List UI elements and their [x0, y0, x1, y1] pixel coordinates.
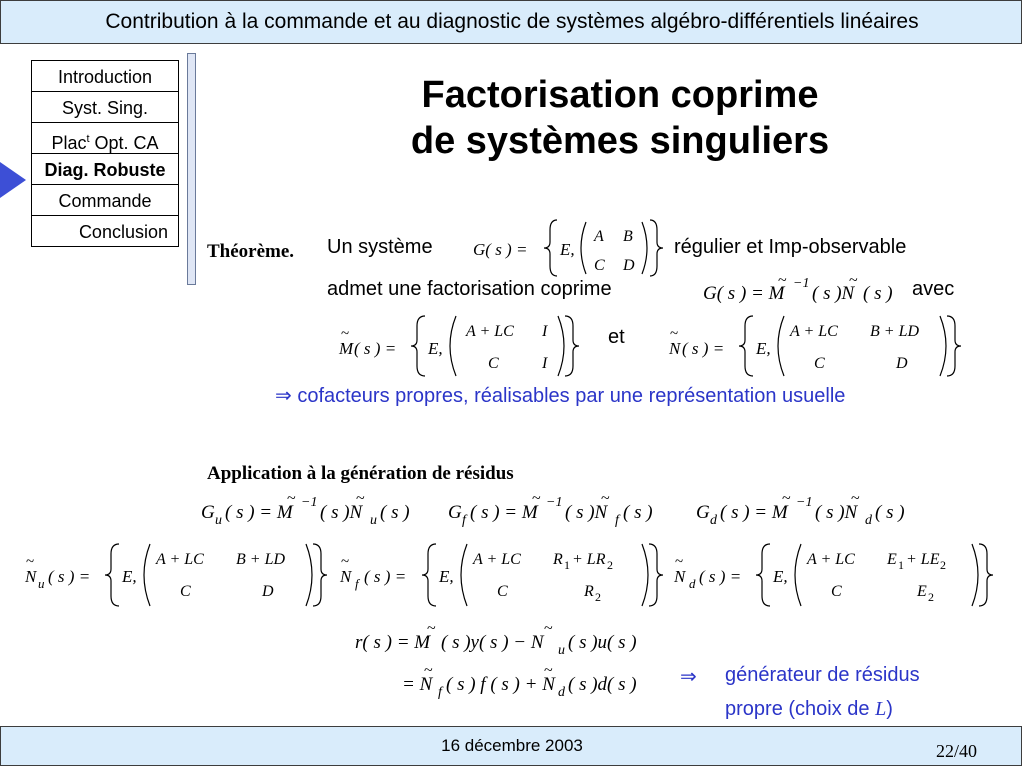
- text-un-systeme: Un système: [327, 236, 433, 258]
- svg-text:C: C: [814, 355, 825, 372]
- text-regulier: régulier et Imp-observable: [674, 236, 907, 258]
- svg-text:G: G: [201, 502, 215, 523]
- svg-text:( s ) f ( s ) + N: ( s ) f ( s ) + N: [446, 674, 555, 695]
- svg-text:( s ) =: ( s ) =: [364, 567, 407, 586]
- svg-text:~: ~: [356, 490, 365, 507]
- page-number: 22/40: [935, 741, 977, 761]
- svg-text:d: d: [558, 685, 565, 700]
- svg-text:f: f: [438, 685, 442, 700]
- svg-text:B + LD: B + LD: [870, 323, 920, 340]
- svg-text:−1: −1: [546, 495, 563, 510]
- svg-text:1: 1: [898, 558, 904, 572]
- text-propre-L: L: [875, 698, 887, 720]
- svg-text:A + LC: A + LC: [473, 551, 521, 568]
- svg-text:d: d: [710, 513, 717, 528]
- svg-text:+ LE: + LE: [906, 551, 940, 568]
- svg-text:G: G: [696, 502, 710, 523]
- svg-text:( s )N: ( s )N: [320, 502, 363, 523]
- theorem-label: Théorème.: [207, 241, 295, 262]
- svg-text:R: R: [584, 583, 594, 600]
- svg-text:N: N: [340, 567, 352, 586]
- svg-text:−1: −1: [793, 276, 810, 291]
- text-cofacteurs: ⇒ cofacteurs propres, réalisables par une représentation usuelle: [275, 385, 846, 407]
- svg-text:A + LC: A + LC: [807, 551, 855, 568]
- svg-text:( s ): ( s ): [623, 502, 653, 523]
- svg-text:G( s ) = M: G( s ) = M: [703, 283, 785, 304]
- svg-text:A: A: [594, 228, 604, 245]
- svg-text:2: 2: [607, 558, 613, 572]
- svg-text:~: ~: [670, 326, 679, 342]
- svg-text:C: C: [594, 257, 605, 274]
- svg-text:2: 2: [940, 558, 946, 572]
- svg-text:E,: E,: [428, 339, 443, 358]
- slide-title-line-2: de systèmes singuliers: [410, 120, 830, 162]
- svg-text:G( s ) =: G( s ) =: [473, 240, 528, 259]
- svg-text:B + LD: B + LD: [236, 551, 286, 568]
- text-et: et: [608, 326, 625, 348]
- svg-text:D: D: [262, 583, 274, 600]
- svg-text:( s ): ( s ): [863, 283, 893, 304]
- svg-text:B: B: [623, 228, 633, 245]
- svg-text:I: I: [542, 323, 548, 340]
- svg-text:~: ~: [601, 490, 610, 507]
- svg-text:~: ~: [544, 620, 553, 637]
- svg-text:2: 2: [595, 590, 601, 604]
- equation-Nd: [673, 544, 993, 606]
- svg-text:d: d: [865, 513, 872, 528]
- svg-text:−1: −1: [796, 495, 813, 510]
- text-admet: admet une factorisation coprime: [327, 278, 612, 300]
- svg-text:~: ~: [782, 490, 791, 507]
- equation-G-coprime: [700, 268, 905, 308]
- svg-text:A + LC: A + LC: [466, 323, 514, 340]
- svg-text:( s ): ( s ): [380, 502, 410, 523]
- header-bar: [0, 0, 1022, 44]
- svg-text:= N: = N: [402, 674, 433, 695]
- nav-label-plac: Plac: [51, 133, 87, 153]
- svg-text:f: f: [462, 513, 466, 528]
- svg-text:~: ~: [532, 490, 541, 507]
- svg-text:( s )N: ( s )N: [565, 502, 608, 523]
- equation-Gf: [448, 490, 653, 528]
- application-heading: Application à la génération de résidus: [207, 463, 514, 484]
- svg-text:R: R: [553, 551, 563, 568]
- svg-text:C: C: [497, 583, 508, 600]
- svg-text:f: f: [355, 576, 359, 591]
- nav-item-diag-robuste[interactable]: Diag. Robuste: [31, 153, 179, 185]
- nav-item-commande[interactable]: Commande: [31, 184, 179, 216]
- svg-text:( s ) = M: ( s ) = M: [720, 502, 788, 523]
- svg-text:~: ~: [544, 662, 553, 679]
- footer-bar: [0, 726, 1022, 766]
- svg-text:~: ~: [675, 554, 684, 570]
- nav-item-syst-sing[interactable]: Syst. Sing.: [31, 91, 179, 123]
- svg-text:C: C: [488, 355, 499, 372]
- svg-text:( s ): ( s ): [875, 502, 905, 523]
- svg-text:I: I: [542, 355, 548, 372]
- svg-text:( s ) =: ( s ) =: [48, 567, 91, 586]
- footer-date: 16 décembre 2003: [441, 736, 583, 755]
- svg-text:~: ~: [26, 554, 35, 570]
- section-nav: [31, 61, 179, 247]
- nav-item-conclusion[interactable]: Conclusion: [31, 215, 179, 247]
- svg-text:E,: E,: [122, 567, 137, 586]
- svg-text:~: ~: [849, 272, 858, 289]
- svg-text:A + LC: A + LC: [156, 551, 204, 568]
- equation-G-def: [470, 214, 670, 282]
- svg-text:~: ~: [778, 272, 787, 289]
- svg-text:~: ~: [427, 620, 436, 637]
- svg-text:u: u: [215, 513, 222, 528]
- svg-text:u: u: [558, 643, 565, 658]
- svg-text:A + LC: A + LC: [790, 323, 838, 340]
- equation-residual: [352, 620, 672, 702]
- svg-text:E,: E,: [560, 240, 575, 259]
- svg-text:N: N: [25, 567, 37, 586]
- svg-text:( s )N: ( s )N: [812, 283, 855, 304]
- svg-text:( s ) =: ( s ) =: [682, 339, 725, 358]
- svg-text:~: ~: [424, 662, 433, 679]
- svg-text:C: C: [831, 583, 842, 600]
- text-generateur: générateur de résidus: [725, 664, 920, 686]
- svg-text:u: u: [38, 576, 45, 591]
- svg-text:~: ~: [851, 490, 860, 507]
- slide-title: [330, 72, 910, 164]
- svg-text:~: ~: [287, 490, 296, 507]
- equation-M-tilde: [336, 308, 586, 384]
- nav-scrollbar: [187, 53, 196, 285]
- svg-text:N: N: [674, 567, 686, 586]
- implies-arrow: ⇒: [680, 666, 697, 688]
- equation-residual-line-2: [402, 662, 637, 700]
- svg-text:~: ~: [341, 554, 350, 570]
- svg-text:u: u: [370, 513, 377, 528]
- svg-text:N: N: [669, 339, 681, 358]
- svg-text:( s ) = M: ( s ) = M: [225, 502, 293, 523]
- svg-text:d: d: [689, 576, 696, 591]
- svg-text:~: ~: [341, 326, 350, 342]
- equation-transfer-functions: [196, 488, 936, 532]
- svg-text:2: 2: [928, 590, 934, 604]
- text-propre-pre: propre (choix de: [725, 698, 876, 720]
- svg-text:D: D: [623, 257, 635, 274]
- svg-text:+ LR: + LR: [572, 551, 606, 568]
- svg-text:( s )y( s ) − N: ( s )y( s ) − N: [441, 632, 544, 653]
- svg-text:M: M: [339, 339, 354, 358]
- presentation-title: Contribution à la commande et au diagnostic de systèmes algébro-différentiels linéaires: [105, 10, 919, 33]
- svg-text:E,: E,: [756, 339, 771, 358]
- equation-Gu: [201, 490, 410, 528]
- svg-text:( s ) =: ( s ) =: [354, 339, 397, 358]
- current-section-arrow-icon: [0, 162, 26, 198]
- svg-text:−1: −1: [301, 495, 318, 510]
- svg-text:( s ) = M: ( s ) = M: [470, 502, 538, 523]
- svg-text:G: G: [448, 502, 462, 523]
- svg-text:r( s ) = M: r( s ) = M: [355, 632, 431, 653]
- text-propre-post: ): [886, 698, 893, 720]
- svg-text:E,: E,: [439, 567, 454, 586]
- svg-text:E: E: [887, 551, 897, 568]
- nav-label-opt-ca: Opt. CA: [89, 133, 159, 153]
- svg-text:( s ) =: ( s ) =: [699, 567, 742, 586]
- svg-text:C: C: [180, 583, 191, 600]
- svg-text:1: 1: [564, 558, 570, 572]
- equation-Nf: [339, 544, 663, 606]
- equation-N-factors: [22, 536, 1012, 614]
- equation-Gd: [696, 490, 905, 528]
- nav-item-plac-opt-ca[interactable]: [31, 122, 179, 154]
- svg-text:f: f: [615, 513, 619, 528]
- svg-text:E,: E,: [773, 567, 788, 586]
- equation-residual-line-1: [355, 620, 637, 658]
- nav-item-introduction[interactable]: Introduction: [31, 60, 179, 92]
- svg-text:E: E: [917, 583, 927, 600]
- text-avec: avec: [912, 278, 955, 300]
- svg-text:( s )u( s ): ( s )u( s ): [568, 632, 637, 653]
- nav-label-plac-sup: t: [86, 133, 90, 145]
- svg-text:D: D: [896, 355, 908, 372]
- svg-text:( s )d( s ): ( s )d( s ): [568, 674, 637, 695]
- equation-Nu: [24, 544, 327, 606]
- slide-title-line-1: Factorisation coprime: [421, 74, 819, 116]
- equation-N-tilde: [666, 308, 966, 384]
- svg-text:( s )N: ( s )N: [815, 502, 858, 523]
- text-propre: [725, 698, 893, 721]
